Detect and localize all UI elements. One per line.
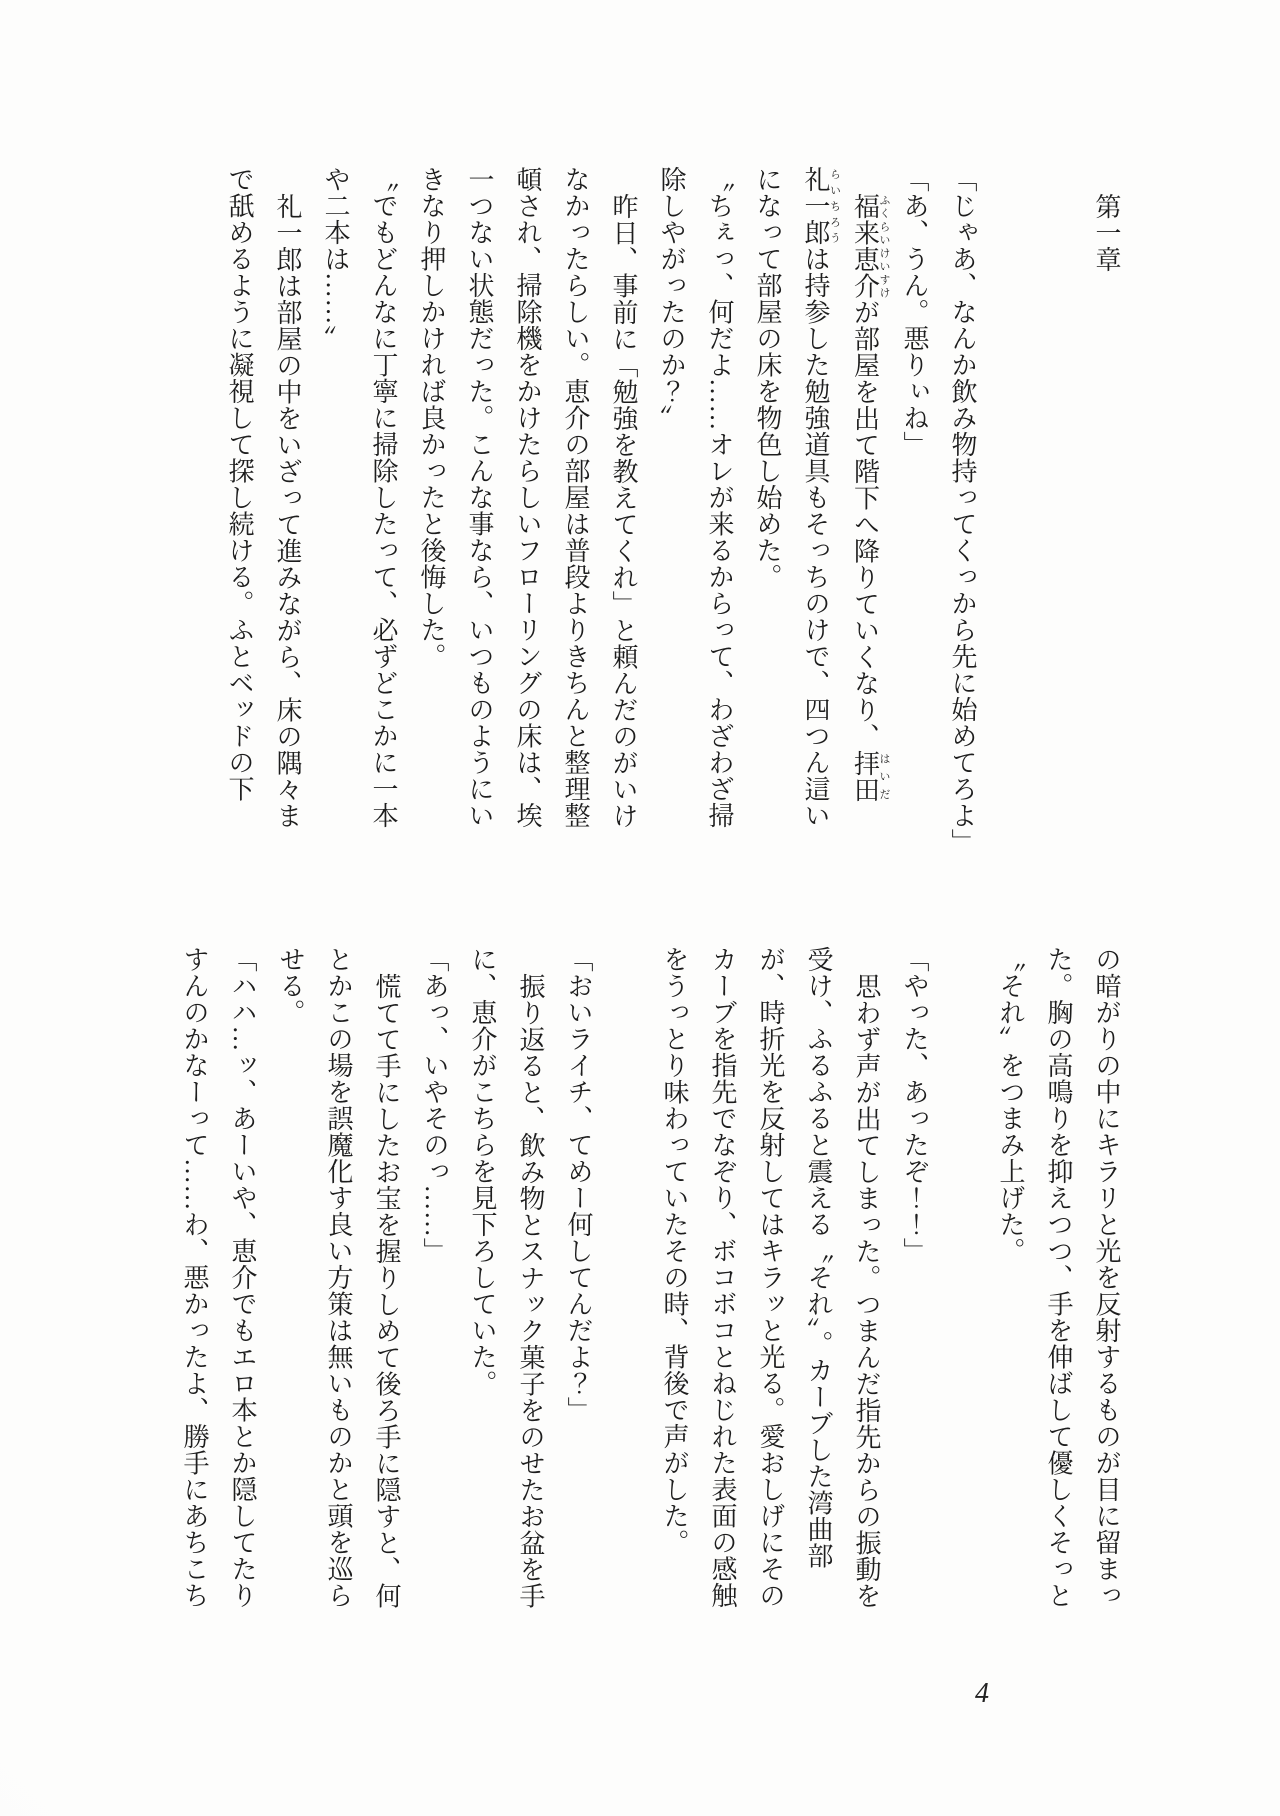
text-column: 福来ふくらい恵介けいすけが部屋を出て階下へ降りていくなり、拝田はいだ: [850, 193, 890, 803]
text-column: 礼一郎は部屋の中をいざって進みながら、床の隅々ま: [273, 193, 302, 829]
text-column: をうっとり味わっていたその時、背後で声がした。: [660, 946, 689, 1556]
ruby-annotated-text: 礼一郎らいちろう: [801, 166, 841, 246]
text-column: 「ハハ…ッ、あーいや、恵介でもエロ本とか隠してたり: [228, 946, 257, 1609]
ruby-annotated-text: 拝田はいだ: [850, 749, 890, 803]
text-column: た。胸の高鳴りを抑えつつ、手を伸ばして優しくそっと: [1044, 946, 1073, 1609]
text-column: 振り返ると、飲み物とスナック菓子をのせたお盆を手: [516, 973, 545, 1609]
text-column: 頓され、掃除機をかけたらしいフローリングの床は、埃: [513, 166, 542, 829]
text-column: 思わず声が出てしまった。つまんだ指先からの振動を: [852, 973, 881, 1609]
text-column: すんのかなーって……わ、悪かったよ、勝手にあちこち: [180, 946, 209, 1609]
text-column: カーブを指先でなぞり、ボコボコとねじれた表面の感触: [708, 946, 737, 1609]
blank-column: [938, 946, 986, 1622]
text-column: 「じゃあ、なんか飲み物持ってくっから先に始めてろよ」: [948, 166, 977, 855]
text-column: 「あっ、いやそのっ……」: [420, 946, 449, 1264]
text-column: きなり押しかければ良かったと後悔した。: [417, 166, 446, 670]
blank-column: [986, 166, 1034, 878]
text-column: が、時折光を反射してはキラッと光る。愛おしげにその: [756, 946, 785, 1609]
text-column: に、恵介がこちらを見下ろしていた。: [468, 946, 497, 1397]
text-column: で舐めるように凝視して探し続ける。ふとベッドの下: [225, 166, 254, 802]
page-number: 4: [975, 1678, 989, 1709]
text-column: 「あ、うん。悪りぃね」: [900, 166, 929, 458]
text-column: 〝でもどんなに丁寧に掃除したって、必ずどこかに一本: [369, 166, 398, 829]
text-column: 一つない状態だった。こんな事なら、いつものようにい: [465, 166, 494, 829]
text-column: 〝それ〟をつまみ上げた。: [996, 946, 1025, 1264]
text-column: 除しやがったのか？〟: [657, 166, 686, 431]
text-column: せる。: [276, 946, 305, 1026]
blank-column: [602, 946, 650, 1622]
ruby-annotated-text: 福来ふくらい: [850, 193, 890, 246]
text-column: 礼一郎らいちろうは持参した勉強道具もそっちのけで、四つん這い: [801, 166, 841, 829]
text-column: の暗がりの中にキラリと光を反射するものが目に留まっ: [1092, 946, 1121, 1609]
bottom-text-block: [170, 946, 1130, 1622]
text-column: 〝ちぇっ、何だよ……オレが来るからって、わざわざ掃: [705, 166, 734, 829]
text-column: 昨日、事前に「勉強を教えてくれ」と頼んだのがいけ: [609, 193, 638, 829]
text-column: や二本は……〟: [321, 166, 350, 352]
text-column: 「やった、あったぞ！！」: [900, 946, 929, 1264]
blank-column: [1034, 166, 1082, 878]
text-column: になって部屋の床を物色し始めた。: [753, 166, 782, 590]
top-text-block: [218, 166, 1130, 878]
text-column: 「おいライチ、てめー何してんだよ？」: [564, 946, 593, 1423]
ruby-annotated-text: 恵介けいすけ: [850, 246, 890, 299]
text-column: 受け、ふるふると震える〝それ〟。カーブした湾曲部: [804, 946, 833, 1569]
chapter-heading: 第一章: [1092, 193, 1121, 273]
text-column: 慌てて手にしたお宝を握りしめて後ろ手に隠すと、何: [372, 973, 401, 1609]
text-column: とかこの場を誤魔化す良い方策は無いものかと頭を巡ら: [324, 946, 353, 1609]
text-column: なかったらしい。恵介の部屋は普段よりきちんと整理整: [561, 166, 590, 829]
